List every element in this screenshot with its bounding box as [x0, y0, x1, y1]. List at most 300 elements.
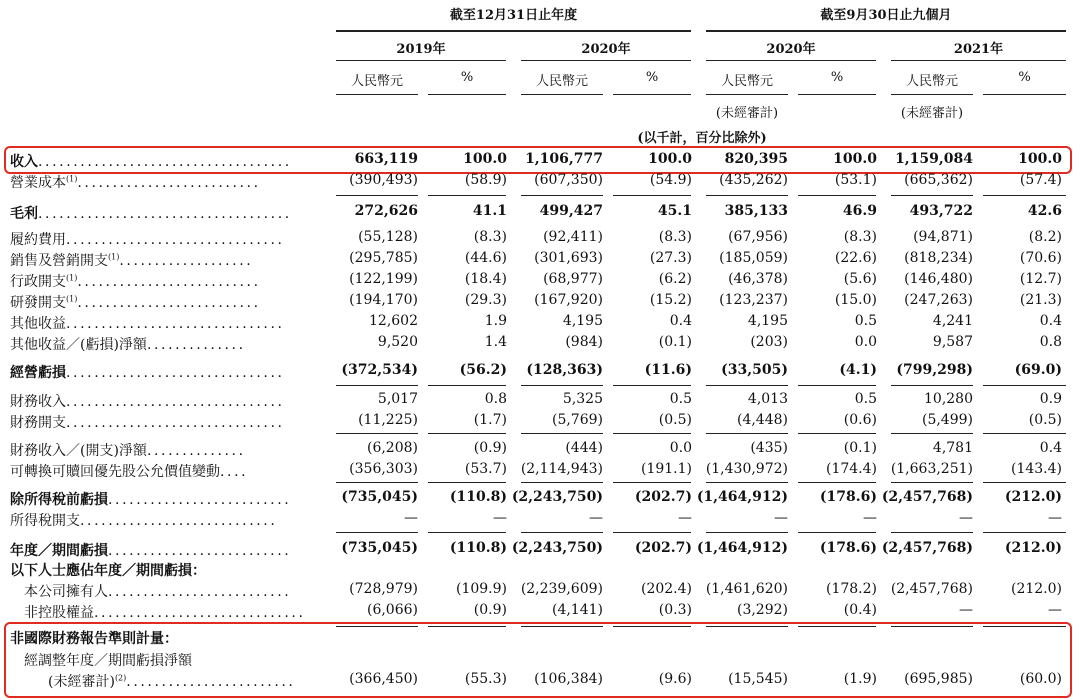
col-currency-2: 人民幣元: [535, 74, 588, 89]
row-label-text: 毛利: [10, 206, 38, 222]
amount-cell: 499,427: [539, 203, 603, 219]
percent-cell: (109.9): [455, 581, 507, 597]
table-row: [10, 581, 1070, 601]
row-label-text: 可轉換可贖回優先股公允價值變動: [10, 464, 220, 480]
table-row: [10, 151, 1070, 171]
percent-cell: 0.4: [1039, 440, 1062, 456]
percent-cell: (1.9): [843, 671, 877, 687]
leader-dots: ..........................: [108, 492, 292, 508]
row-label-text: 收入: [10, 154, 38, 170]
percent-cell: (110.8): [449, 540, 507, 556]
row-rule: [798, 385, 876, 386]
year-2020-nine: 2020年: [766, 42, 816, 57]
amount-cell: (695,985): [904, 671, 973, 687]
amount-cell: (185,059): [719, 250, 788, 266]
row-label: [10, 151, 340, 171]
col-rule: [428, 94, 506, 95]
amount-cell: 9,587: [932, 334, 973, 350]
leader-dots: ........................: [126, 674, 296, 690]
header-rule-nine-months: [706, 30, 1066, 32]
percent-cell: (0.5): [1028, 412, 1062, 428]
percent-cell: 0.8: [484, 391, 507, 407]
year-2020: 2020年: [581, 42, 631, 57]
percent-cell: (53.1): [834, 172, 877, 188]
table-row: [10, 391, 1070, 411]
amount-cell: (4,141): [551, 602, 603, 618]
amount-cell: —: [959, 510, 973, 526]
amount-cell: 272,626: [354, 203, 418, 219]
leader-dots: ............................: [80, 513, 278, 529]
amount-cell: (607,350): [534, 172, 603, 188]
row-label: [10, 440, 340, 460]
percent-cell: (70.6): [1019, 250, 1062, 266]
row-label-text: 年度／期間虧損: [10, 543, 108, 559]
amount-cell: (33,505): [721, 362, 788, 378]
amount-cell: (390,493): [349, 172, 418, 188]
row-label-text: 經調整年度／期間虧損淨額: [24, 653, 192, 669]
col-rule: [613, 94, 691, 95]
row-label-text: 研發開支: [10, 295, 66, 311]
amount-cell: (1,430,972): [705, 461, 788, 477]
row-label: [24, 650, 340, 670]
leader-dots: ....: [220, 464, 249, 480]
percent-cell: (0.4): [843, 602, 877, 618]
percent-cell: 100.0: [1018, 151, 1062, 167]
percent-cell: 100.0: [648, 151, 692, 167]
percent-cell: —: [493, 510, 507, 526]
amount-cell: (6,208): [366, 440, 418, 456]
percent-cell: 0.4: [1039, 313, 1062, 329]
amount-cell: (67,956): [728, 229, 788, 245]
row-rule: [521, 482, 603, 483]
row-rule: [521, 626, 603, 627]
amount-cell: 385,133: [724, 203, 788, 219]
percent-cell: (178.2): [825, 581, 877, 597]
row-rule: [613, 532, 691, 533]
amount-cell: 4,195: [747, 313, 788, 329]
row-label: [10, 172, 340, 192]
table-row: [10, 489, 1070, 509]
row-label: [10, 250, 340, 270]
percent-cell: 1.9: [484, 313, 507, 329]
table-row: [10, 229, 1070, 249]
row-rule: [983, 532, 1066, 533]
amount-cell: (194,170): [349, 292, 418, 308]
row-label: [10, 362, 340, 382]
row-rule: [891, 385, 973, 386]
row-label: [10, 229, 340, 249]
row-rule: [521, 433, 603, 434]
row-rule: [891, 532, 973, 533]
unit-note: (以千計，百分比除外): [637, 131, 767, 146]
amount-cell: (728,979): [349, 581, 418, 597]
row-label: [10, 489, 340, 509]
row-rule: [983, 385, 1066, 386]
percent-cell: (6.2): [658, 271, 692, 287]
percent-cell: 0.4: [669, 313, 692, 329]
percent-cell: (22.6): [834, 250, 877, 266]
row-label: [10, 313, 340, 333]
year-rule-1: [336, 60, 506, 61]
table-row: [10, 271, 1070, 291]
percent-cell: (29.3): [464, 292, 507, 308]
amount-cell: (1,663,251): [890, 461, 973, 477]
row-rule: [521, 385, 603, 386]
leader-dots: ...............................: [66, 316, 285, 332]
percent-cell: (12.7): [1019, 271, 1062, 287]
amount-cell: (444): [565, 440, 603, 456]
percent-cell: (55.3): [464, 671, 507, 687]
percent-cell: (178.6): [819, 540, 877, 556]
row-rule: [428, 195, 506, 196]
amount-cell: (356,303): [349, 461, 418, 477]
leader-dots: ...............................: [66, 232, 285, 248]
leader-dots: ..........................: [77, 295, 261, 311]
amount-cell: (665,362): [904, 172, 973, 188]
row-label-text: 營業成本: [10, 175, 66, 191]
col-percent-1: %: [460, 70, 474, 85]
row-rule: [798, 195, 876, 196]
percent-cell: (27.3): [649, 250, 692, 266]
table-row: [10, 250, 1070, 270]
percent-cell: (202.4): [640, 581, 692, 597]
amount-cell: 4,195: [562, 313, 603, 329]
amount-cell: (55,128): [358, 229, 418, 245]
row-rule: [613, 626, 691, 627]
row-rule: [336, 385, 418, 386]
row-label: [10, 271, 340, 291]
header-rule-annual: [336, 30, 691, 32]
year-2021-nine: 2021年: [953, 42, 1004, 57]
percent-cell: 0.5: [669, 391, 692, 407]
row-label: [10, 540, 340, 560]
percent-cell: —: [678, 510, 692, 526]
percent-cell: 0.0: [669, 440, 692, 456]
amount-cell: (3,292): [736, 602, 788, 618]
percent-cell: (0.5): [658, 412, 692, 428]
amount-cell: (4,448): [736, 412, 788, 428]
row-label-text: (未經審計): [48, 674, 115, 690]
amount-cell: (11,225): [358, 412, 418, 428]
percent-cell: (5.6): [843, 271, 877, 287]
unaudited-label-3: (未經審計): [715, 106, 779, 121]
table-row: [10, 292, 1070, 312]
leader-dots: ..........................: [108, 584, 292, 600]
percent-cell: (143.4): [1010, 461, 1062, 477]
row-rule: [798, 626, 876, 627]
table-row: [10, 671, 1070, 691]
amount-cell: (5,769): [551, 412, 603, 428]
table-row: [10, 650, 1070, 670]
table-row: [10, 628, 1070, 648]
percent-cell: (56.2): [459, 362, 507, 378]
row-label-text: 履約費用: [10, 232, 66, 248]
row-rule: [428, 626, 506, 627]
header-group-nine-months: 截至9月30日止九個月: [820, 8, 952, 23]
percent-cell: 0.8: [1039, 334, 1062, 350]
amount-cell: (1,464,912): [696, 489, 788, 505]
row-rule: [798, 433, 876, 434]
leader-dots: ...............................: [66, 394, 285, 410]
percent-cell: (69.0): [1014, 362, 1062, 378]
amount-cell: (92,411): [543, 229, 603, 245]
row-rule: [336, 482, 418, 483]
amount-cell: (1,464,912): [696, 540, 788, 556]
footnote-marker: (1): [66, 294, 78, 304]
amount-cell: (295,785): [349, 250, 418, 266]
year-rule-4: [891, 60, 1066, 61]
row-rule: [891, 195, 973, 196]
amount-cell: 663,119: [354, 151, 418, 167]
percent-cell: (212.0): [1004, 489, 1062, 505]
amount-cell: 1,159,084: [895, 151, 973, 167]
percent-cell: (11.6): [644, 362, 692, 378]
percent-cell: (0.3): [658, 602, 692, 618]
row-rule: [983, 195, 1066, 196]
leader-dots: ..............: [146, 443, 246, 459]
row-rule: [336, 433, 418, 434]
row-label-text: 行政開支: [10, 274, 66, 290]
col-percent-2: %: [645, 70, 659, 85]
percent-cell: (0.9): [473, 602, 507, 618]
row-label-text: 非控股權益: [24, 605, 94, 621]
percent-cell: (53.7): [464, 461, 507, 477]
amount-cell: —: [959, 602, 973, 618]
amount-cell: (366,450): [349, 671, 418, 687]
percent-cell: (212.0): [1010, 581, 1062, 597]
row-label-text: 除所得稅前虧損: [10, 492, 108, 508]
amount-cell: (123,237): [719, 292, 788, 308]
row-label-text: 其他收益／(虧損)淨額: [10, 337, 147, 353]
amount-cell: (372,534): [341, 362, 418, 378]
row-label: [10, 203, 340, 223]
percent-cell: (57.4): [1019, 172, 1062, 188]
table-row: [10, 172, 1070, 192]
percent-cell: (9.6): [658, 671, 692, 687]
footnote-marker: (2): [114, 673, 127, 683]
percent-cell: 1.4: [484, 334, 507, 350]
amount-cell: (735,045): [341, 489, 418, 505]
percent-cell: 0.5: [854, 313, 877, 329]
leader-dots: ...............................: [66, 415, 285, 431]
col-currency-1: 人民幣元: [350, 74, 403, 89]
amount-cell: —: [404, 510, 418, 526]
col-rule: [983, 94, 1066, 95]
row-label-text: 其他收益: [10, 316, 66, 332]
row-rule: [336, 195, 418, 196]
row-label-text: 所得稅開支: [10, 513, 80, 529]
row-rule: [891, 626, 973, 627]
amount-cell: (2,114,943): [520, 461, 603, 477]
leader-dots: ...................: [119, 253, 254, 269]
amount-cell: (247,263): [904, 292, 973, 308]
amount-cell: (2,239,609): [520, 581, 603, 597]
row-label: [10, 292, 340, 312]
percent-cell: (15.0): [834, 292, 877, 308]
year-2019: 2019年: [396, 42, 446, 57]
row-rule: [983, 626, 1066, 627]
percent-cell: 0.9: [1039, 391, 1062, 407]
percent-cell: (60.0): [1019, 671, 1062, 687]
col-percent-3: %: [830, 70, 844, 85]
row-label-text: 經營虧損: [10, 365, 66, 381]
row-rule: [613, 482, 691, 483]
leader-dots: ..............................: [94, 605, 306, 621]
leader-dots: ..........................: [108, 543, 292, 559]
amount-cell: (94,871): [913, 229, 973, 245]
col-rule: [891, 94, 973, 95]
amount-cell: 4,013: [747, 391, 788, 407]
amount-cell: 5,325: [562, 391, 603, 407]
amount-cell: (15,545): [728, 671, 788, 687]
table-row: [10, 540, 1070, 560]
col-percent-4: %: [1018, 70, 1031, 85]
percent-cell: 46.9: [842, 203, 877, 219]
percent-cell: 100.0: [463, 151, 507, 167]
row-rule: [983, 433, 1066, 434]
amount-cell: (203): [750, 334, 788, 350]
percent-cell: —: [1048, 602, 1062, 618]
amount-cell: (5,499): [921, 412, 973, 428]
percent-cell: (191.1): [640, 461, 692, 477]
amount-cell: (2,243,750): [511, 489, 603, 505]
row-rule: [706, 626, 788, 627]
percent-cell: (0.9): [473, 440, 507, 456]
row-rule: [428, 482, 506, 483]
amount-cell: 10,280: [924, 391, 973, 407]
row-label: [48, 671, 340, 691]
amount-cell: 5,017: [377, 391, 418, 407]
row-label: [10, 461, 340, 481]
amount-cell: (122,199): [349, 271, 418, 287]
amount-cell: (435,262): [719, 172, 788, 188]
col-rule: [336, 94, 418, 95]
row-label-text: 財務收入: [10, 394, 66, 410]
percent-cell: (178.6): [819, 489, 877, 505]
row-rule: [798, 482, 876, 483]
percent-cell: (1.7): [473, 412, 507, 428]
amount-cell: (799,298): [896, 362, 973, 378]
percent-cell: 45.1: [657, 203, 692, 219]
amount-cell: —: [589, 510, 603, 526]
unaudited-label-4: (未經審計): [900, 106, 964, 121]
row-label: [10, 391, 340, 411]
percent-cell: (202.7): [634, 540, 692, 556]
row-rule: [891, 433, 973, 434]
percent-cell: 0.0: [854, 334, 877, 350]
table-row: [10, 461, 1070, 481]
row-label-text: 以下人士應佔年度／期間虧損：: [10, 563, 206, 579]
percent-cell: 100.0: [833, 151, 877, 167]
amount-cell: (2,243,750): [511, 540, 603, 556]
row-label: [24, 581, 340, 601]
table-row: [10, 203, 1070, 223]
percent-cell: (44.6): [464, 250, 507, 266]
amount-cell: 1,106,777: [525, 151, 603, 167]
row-label: [10, 510, 340, 530]
row-label: [10, 412, 340, 432]
table-row: [10, 602, 1070, 622]
row-rule: [428, 385, 506, 386]
row-rule: [983, 482, 1066, 483]
col-currency-3: 人民幣元: [720, 74, 773, 89]
amount-cell: (6,066): [366, 602, 418, 618]
amount-cell: —: [774, 510, 788, 526]
row-label-text: 本公司擁有人: [24, 584, 108, 600]
row-rule: [336, 626, 418, 627]
header-group-annual: 截至12月31日止年度: [449, 8, 578, 23]
percent-cell: (18.4): [464, 271, 507, 287]
percent-cell: (8.3): [658, 229, 692, 245]
col-currency-4: 人民幣元: [905, 74, 958, 89]
leader-dots: ..............: [146, 337, 246, 353]
col-rule: [521, 94, 603, 95]
row-label: [24, 602, 340, 622]
row-rule: [706, 532, 788, 533]
percent-cell: (8.2): [1028, 229, 1062, 245]
percent-cell: (0.6): [843, 412, 877, 428]
col-rule: [706, 94, 788, 95]
percent-cell: (212.0): [1004, 540, 1062, 556]
table-row: [10, 412, 1070, 432]
table-row: [10, 560, 1070, 580]
amount-cell: 4,781: [932, 440, 973, 456]
footnote-marker: (1): [66, 273, 78, 283]
amount-cell: 493,722: [909, 203, 973, 219]
row-rule: [706, 385, 788, 386]
percent-cell: (0.1): [843, 440, 877, 456]
row-rule: [706, 482, 788, 483]
row-rule: [613, 195, 691, 196]
percent-cell: (0.1): [658, 334, 692, 350]
amount-cell: (435): [750, 440, 788, 456]
amount-cell: (735,045): [341, 540, 418, 556]
leader-dots: ...............................: [66, 365, 285, 381]
row-rule: [521, 195, 603, 196]
amount-cell: (146,480): [904, 271, 973, 287]
leader-dots: ....................................: [38, 206, 292, 222]
amount-cell: (46,378): [728, 271, 788, 287]
amount-cell: (128,363): [526, 362, 603, 378]
percent-cell: (58.9): [464, 172, 507, 188]
col-rule: [798, 94, 876, 95]
year-rule-3: [706, 60, 876, 61]
leader-dots: ..........................: [77, 175, 261, 191]
amount-cell: (2,457,768): [881, 489, 973, 505]
row-rule: [706, 433, 788, 434]
footnote-marker: (1): [108, 252, 120, 262]
percent-cell: (4.1): [839, 362, 877, 378]
amount-cell: (818,234): [904, 250, 973, 266]
percent-cell: (54.9): [649, 172, 692, 188]
percent-cell: 0.5: [854, 391, 877, 407]
amount-cell: (167,920): [534, 292, 603, 308]
percent-cell: (8.3): [473, 229, 507, 245]
row-label-text: 財務開支: [10, 415, 66, 431]
amount-cell: (106,384): [534, 671, 603, 687]
row-rule: [891, 482, 973, 483]
percent-cell: (8.3): [843, 229, 877, 245]
row-rule: [798, 532, 876, 533]
row-rule: [706, 195, 788, 196]
amount-cell: (2,457,768): [881, 540, 973, 556]
row-label: [10, 334, 340, 354]
row-rule: [336, 532, 418, 533]
percent-cell: 41.1: [472, 203, 507, 219]
footnote-marker: (1): [66, 174, 78, 184]
percent-cell: (174.4): [825, 461, 877, 477]
table-row: [10, 334, 1070, 354]
